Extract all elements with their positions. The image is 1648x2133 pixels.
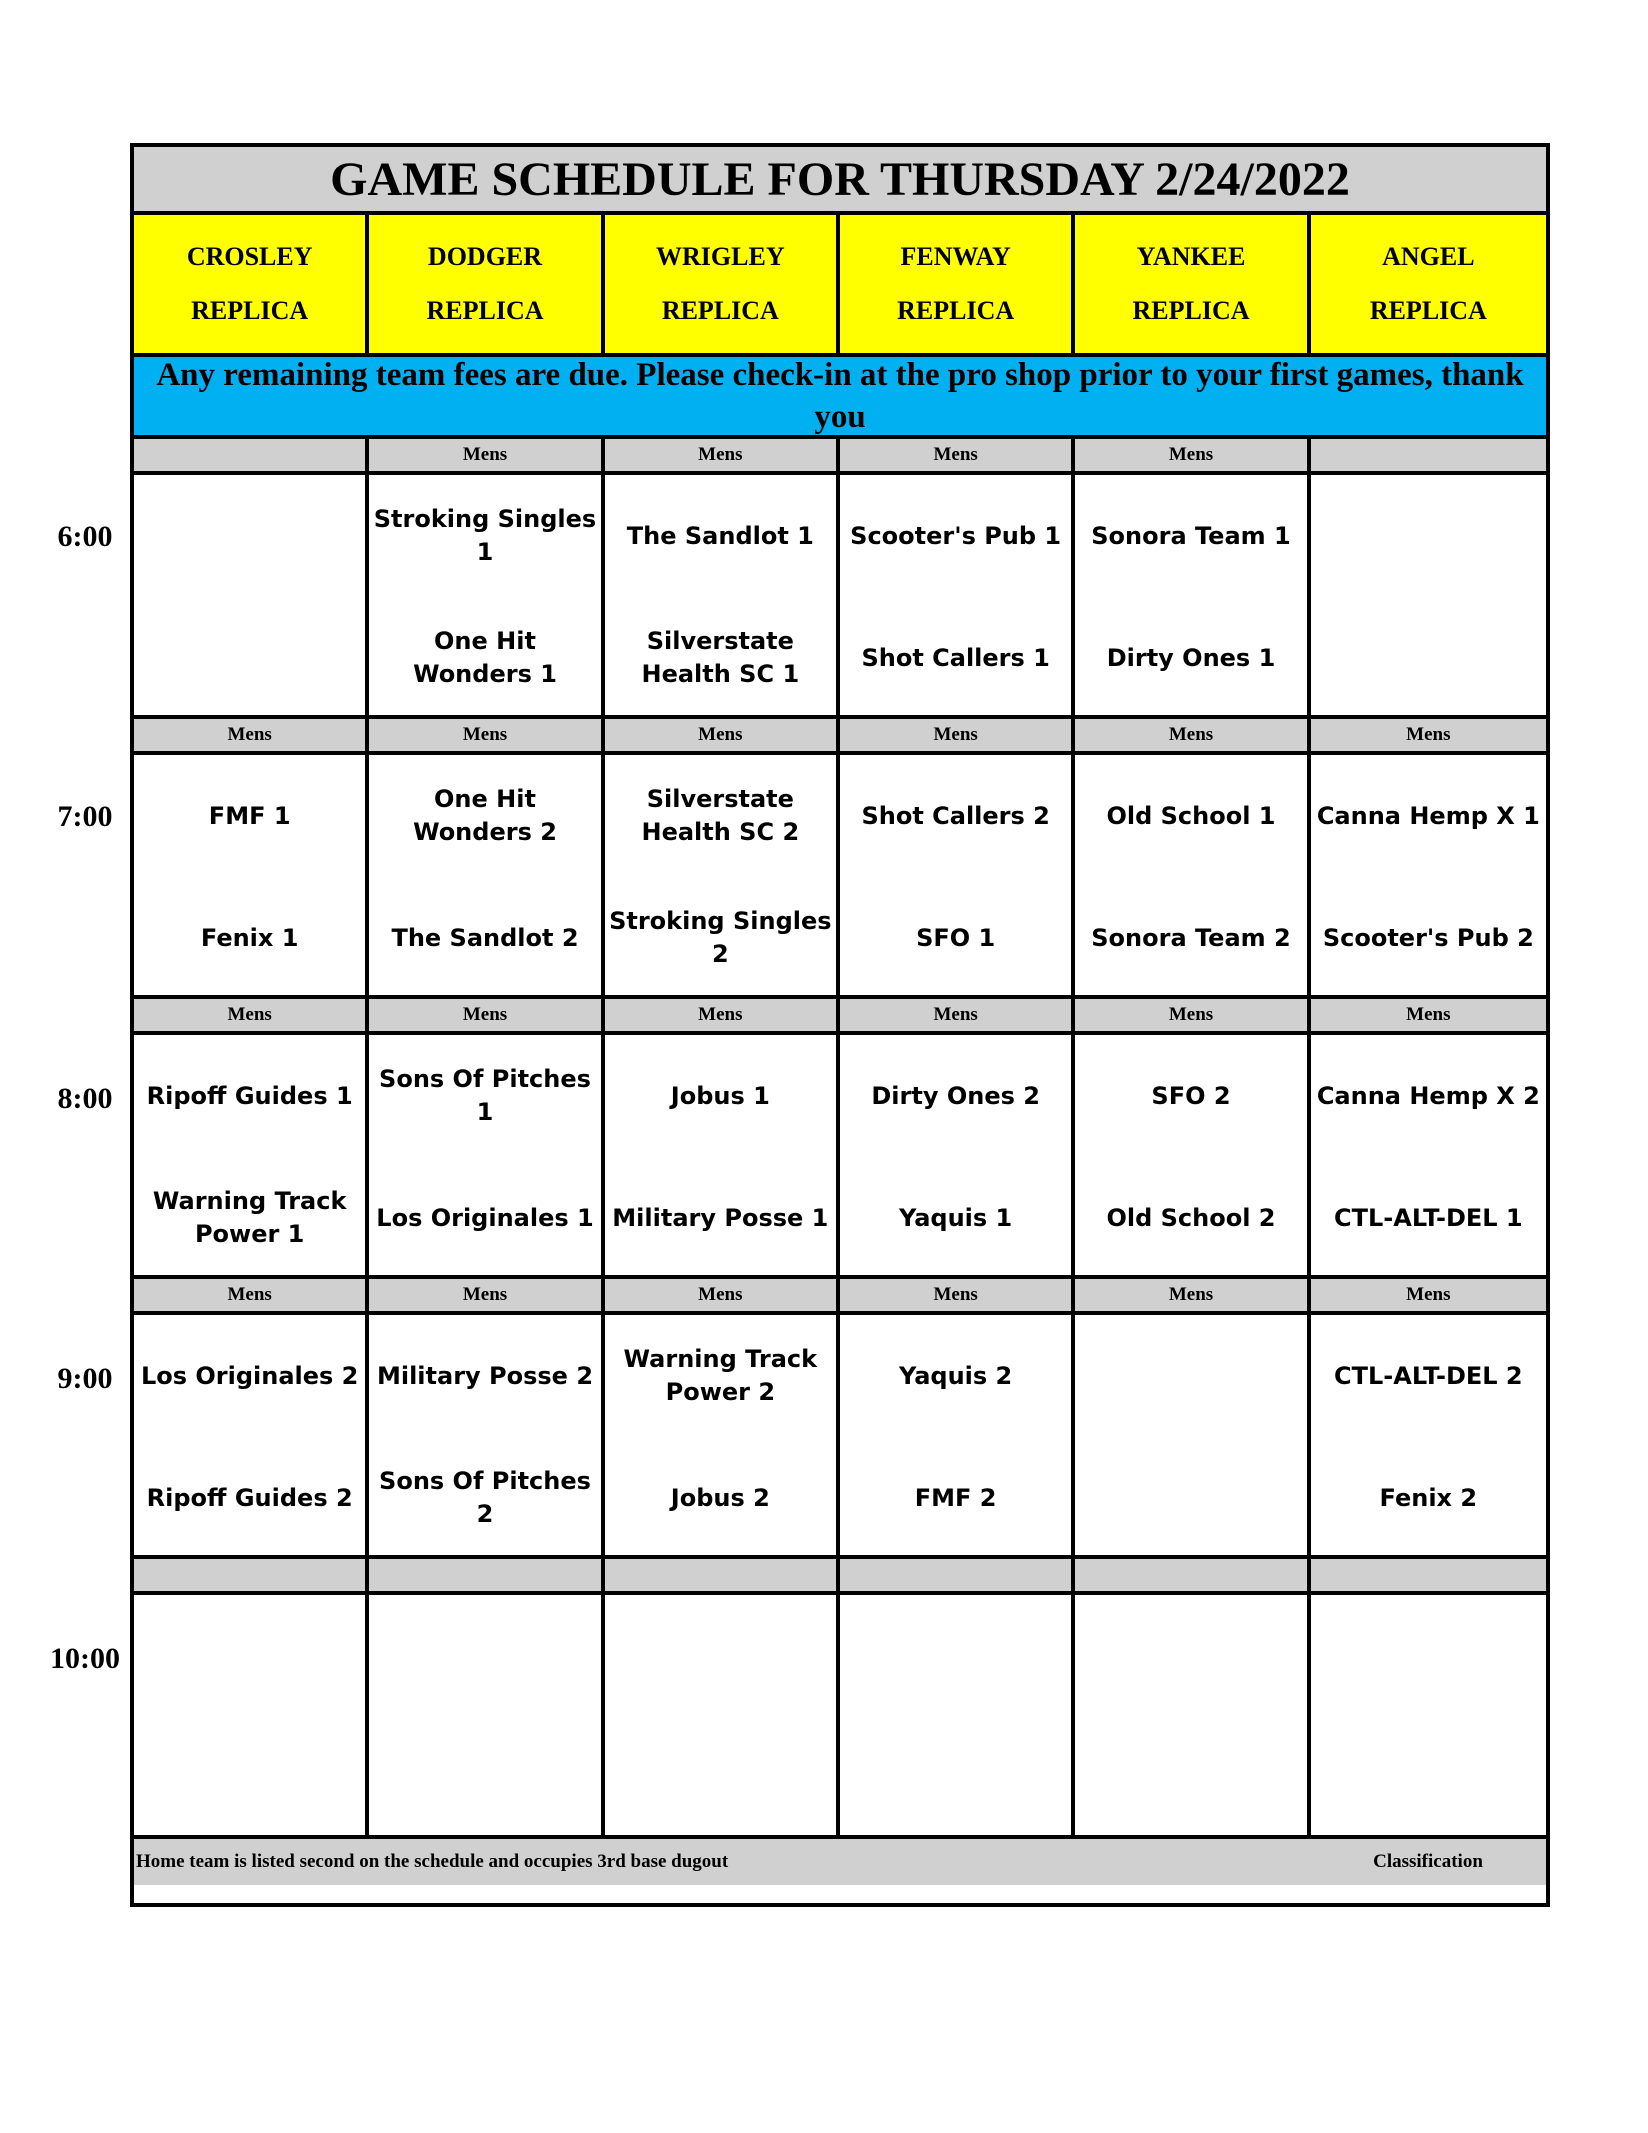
field-subtitle: REPLICA xyxy=(426,296,544,325)
classification-cell: Mens xyxy=(134,1279,369,1311)
classification-cell: Mens xyxy=(1311,1279,1546,1311)
game-row xyxy=(134,755,1546,999)
game-row xyxy=(134,1595,1546,1839)
game-row xyxy=(134,1035,1546,1279)
classification-cell: Mens xyxy=(1075,999,1310,1031)
game-cell xyxy=(369,475,604,715)
field-name: DODGER xyxy=(427,242,543,271)
footer xyxy=(134,1839,1546,1885)
game-cell xyxy=(369,755,604,995)
page-title: GAME SCHEDULE FOR THURSDAY 2/24/2022 xyxy=(134,147,1546,215)
notice-banner: Any remaining team fees are due. Please check-in at the pro shop prior to your first games, thank you xyxy=(134,357,1546,439)
field-subtitle: REPLICA xyxy=(191,296,309,325)
time-label: 6:00 xyxy=(57,520,113,553)
field-name: CROSLEY xyxy=(186,242,313,271)
visiting-team: Sonora Team 1 xyxy=(1091,521,1291,550)
home-team: Sons Of Pitches 2 xyxy=(379,1467,591,1528)
classification-row xyxy=(134,1279,1546,1315)
schedule-grid xyxy=(134,439,1546,1839)
home-team xyxy=(1075,1465,1306,1531)
game-cell xyxy=(134,1315,369,1555)
home-team xyxy=(1311,1745,1546,1811)
game-cell xyxy=(369,1315,604,1555)
game-row xyxy=(134,475,1546,719)
visiting-team: Silverstate Health SC 2 xyxy=(641,785,800,846)
field-subtitle: REPLICA xyxy=(1369,296,1487,325)
home-team: CTL-ALT-DEL 1 xyxy=(1334,1203,1523,1232)
classification-cell: Mens xyxy=(369,719,604,751)
visiting-team: Los Originales 2 xyxy=(140,1361,359,1390)
classification-cell: Mens xyxy=(840,1279,1075,1311)
visiting-team xyxy=(134,1623,365,1689)
classification-row xyxy=(134,999,1546,1035)
home-team: Old School 2 xyxy=(1106,1203,1276,1232)
visiting-team: Dirty Ones 2 xyxy=(871,1081,1040,1110)
game-cell xyxy=(134,755,369,995)
home-team xyxy=(605,1745,836,1811)
classification-cell xyxy=(1075,1559,1310,1591)
game-cell xyxy=(840,1035,1075,1275)
classification-cell: Mens xyxy=(1075,719,1310,751)
home-team: Shot Callers 1 xyxy=(861,643,1050,672)
game-cell xyxy=(605,1595,840,1835)
home-team: FMF 2 xyxy=(914,1483,997,1512)
classification-row xyxy=(134,439,1546,475)
visiting-team: Stroking Singles 1 xyxy=(373,505,597,566)
field-name: ANGEL xyxy=(1382,242,1475,271)
classification-cell: Mens xyxy=(134,719,369,751)
game-cell xyxy=(134,475,369,715)
game-cell xyxy=(1311,1315,1546,1555)
field-name: FENWAY xyxy=(900,242,1011,271)
classification-cell xyxy=(1311,439,1546,471)
visiting-team: Canna Hemp X 1 xyxy=(1316,801,1540,830)
visiting-team: FMF 1 xyxy=(208,801,291,830)
time-label: 8:00 xyxy=(57,1082,113,1115)
game-cell xyxy=(605,1035,840,1275)
home-team: Military Posse 1 xyxy=(612,1203,829,1232)
game-cell xyxy=(134,1595,369,1835)
schedule-sheet xyxy=(130,143,1550,1907)
game-cell xyxy=(369,1035,604,1275)
classification-row xyxy=(134,1559,1546,1595)
classification-cell xyxy=(1311,1559,1546,1591)
classification-cell: Mens xyxy=(605,999,840,1031)
game-cell xyxy=(1075,1595,1310,1835)
home-team: The Sandlot 2 xyxy=(391,923,579,952)
time-label: 7:00 xyxy=(57,800,113,833)
visiting-team: Military Posse 2 xyxy=(376,1361,594,1390)
visiting-team xyxy=(1311,1623,1546,1689)
home-team: Yaquis 1 xyxy=(899,1203,1013,1232)
game-cell xyxy=(1075,1315,1310,1555)
field-header xyxy=(1075,215,1310,353)
home-team: Silverstate Health SC 1 xyxy=(641,627,800,688)
home-team: Dirty Ones 1 xyxy=(1106,643,1276,672)
classification-cell: Mens xyxy=(369,439,604,471)
visiting-team: Scooter's Pub 1 xyxy=(850,521,1062,550)
field-header xyxy=(840,215,1075,353)
visiting-team: Yaquis 2 xyxy=(899,1361,1013,1390)
home-team: Ripoff Guides 2 xyxy=(146,1483,353,1512)
footer-classification: Classification xyxy=(1373,1851,1483,1872)
game-cell xyxy=(369,1595,604,1835)
visiting-team: Jobus 1 xyxy=(670,1081,770,1110)
classification-cell: Mens xyxy=(1075,439,1310,471)
visiting-team: The Sandlot 1 xyxy=(626,521,814,550)
classification-cell xyxy=(840,1559,1075,1591)
time-label: 10:00 xyxy=(50,1642,120,1675)
game-cell xyxy=(1311,475,1546,715)
game-cell xyxy=(1075,755,1310,995)
home-team xyxy=(134,1745,365,1811)
game-cell xyxy=(840,475,1075,715)
classification-cell xyxy=(605,1559,840,1591)
game-cell xyxy=(605,755,840,995)
classification-cell xyxy=(369,1559,604,1591)
field-name: YANKEE xyxy=(1136,242,1246,271)
classification-cell: Mens xyxy=(840,719,1075,751)
classification-cell xyxy=(134,439,369,471)
home-team xyxy=(1311,625,1546,691)
visiting-team xyxy=(840,1623,1071,1689)
visiting-team: Ripoff Guides 1 xyxy=(146,1081,353,1110)
classification-cell: Mens xyxy=(605,719,840,751)
game-cell xyxy=(1311,1595,1546,1835)
classification-cell: Mens xyxy=(1075,1279,1310,1311)
field-subtitle: REPLICA xyxy=(897,296,1015,325)
visiting-team: Sons Of Pitches 1 xyxy=(379,1065,591,1126)
classification-cell xyxy=(134,1559,369,1591)
classification-cell: Mens xyxy=(840,439,1075,471)
footer-note: Home team is listed second on the schedule and occupies 3rd base dugout xyxy=(136,1851,729,1872)
game-cell xyxy=(1311,755,1546,995)
visiting-team: Shot Callers 2 xyxy=(861,801,1050,830)
classification-cell: Mens xyxy=(605,439,840,471)
game-cell xyxy=(134,1035,369,1275)
visiting-team: CTL-ALT-DEL 2 xyxy=(1334,1361,1523,1390)
game-cell xyxy=(605,475,840,715)
classification-cell: Mens xyxy=(605,1279,840,1311)
home-team: One Hit Wonders 1 xyxy=(413,627,557,688)
game-cell xyxy=(1311,1035,1546,1275)
field-subtitle: REPLICA xyxy=(1132,296,1250,325)
game-cell xyxy=(840,1315,1075,1555)
home-team: Scooter's Pub 2 xyxy=(1322,923,1534,952)
game-cell xyxy=(840,1595,1075,1835)
visiting-team xyxy=(369,1623,600,1689)
visiting-team: One Hit Wonders 2 xyxy=(413,785,557,846)
visiting-team: Warning Track Power 2 xyxy=(623,1345,818,1406)
game-cell xyxy=(840,755,1075,995)
home-team xyxy=(134,625,365,691)
visiting-team xyxy=(605,1623,836,1689)
visiting-team xyxy=(1075,1343,1306,1409)
home-team: Jobus 2 xyxy=(670,1483,770,1512)
visiting-team: Canna Hemp X 2 xyxy=(1316,1081,1540,1110)
classification-cell: Mens xyxy=(369,999,604,1031)
game-cell xyxy=(1075,475,1310,715)
game-cell xyxy=(1075,1035,1310,1275)
visiting-team: Old School 1 xyxy=(1106,801,1276,830)
field-header xyxy=(134,215,369,353)
visiting-team xyxy=(1075,1623,1306,1689)
home-team: Fenix 2 xyxy=(1379,1483,1478,1512)
visiting-team: SFO 2 xyxy=(1151,1081,1231,1110)
classification-cell: Mens xyxy=(369,1279,604,1311)
classification-cell: Mens xyxy=(134,999,369,1031)
field-header xyxy=(605,215,840,353)
field-header xyxy=(369,215,604,353)
classification-cell: Mens xyxy=(840,999,1075,1031)
classification-cell: Mens xyxy=(1311,999,1546,1031)
visiting-team xyxy=(1311,503,1546,569)
home-team xyxy=(1075,1745,1306,1811)
home-team: Los Originales 1 xyxy=(376,1203,594,1232)
visiting-team xyxy=(134,503,365,569)
field-subtitle: REPLICA xyxy=(661,296,779,325)
time-label: 9:00 xyxy=(57,1362,113,1395)
field-name: WRIGLEY xyxy=(656,242,785,271)
classification-cell: Mens xyxy=(1311,719,1546,751)
home-team xyxy=(369,1745,600,1811)
home-team xyxy=(840,1745,1071,1811)
game-cell xyxy=(605,1315,840,1555)
home-team: SFO 1 xyxy=(916,923,996,952)
classification-row xyxy=(134,719,1546,755)
home-team: Stroking Singles 2 xyxy=(609,907,832,968)
home-team: Warning Track Power 1 xyxy=(152,1187,347,1248)
field-header-row xyxy=(134,215,1546,357)
home-team: Sonora Team 2 xyxy=(1091,923,1291,952)
game-row xyxy=(134,1315,1546,1559)
home-team: Fenix 1 xyxy=(200,923,299,952)
field-header xyxy=(1311,215,1546,353)
